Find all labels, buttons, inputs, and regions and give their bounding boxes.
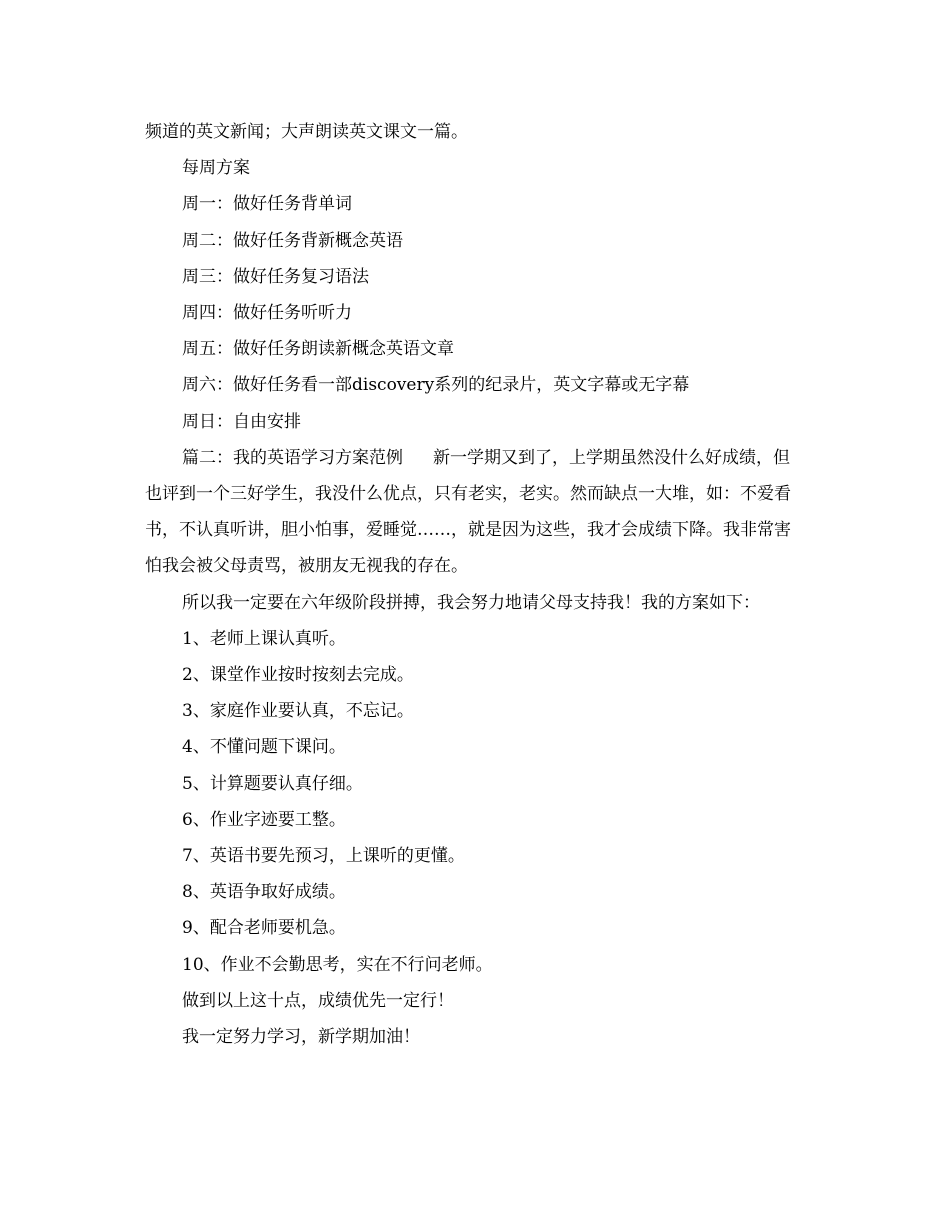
plan-item: 7、英语书要先预习，上课听的更懂。: [182, 846, 465, 867]
closing-line: 我一定努力学习，新学期加油！: [182, 1027, 420, 1048]
plan-item: 6、作业字迹要工整。: [182, 809, 346, 830]
weekly-item: 周二：做好任务背新概念英语: [182, 230, 403, 251]
weekly-item: 周日：自由安排: [182, 411, 301, 432]
plan-item: 2、课堂作业按时按刻去完成。: [182, 665, 414, 686]
weekly-plan-heading: 每周方案: [182, 158, 250, 179]
weekly-item: 周四：做好任务听听力: [182, 303, 352, 324]
closing-line: 做到以上这十点，成绩优先一定行！: [182, 990, 454, 1011]
weekly-item: 周六：做好任务看一部discovery系列的纪录片，英文字幕或无字幕: [182, 375, 690, 396]
plan-item: 5、计算题要认真仔细。: [182, 773, 363, 794]
section-two-paragraph: [145, 440, 805, 585]
plan-intro-paragraph: 所以我一定要在六年级阶段拼搏，我会努力地请父母支持我！我的方案如下：: [182, 592, 760, 613]
intro-tail-paragraph: 频道的英文新闻；大声朗读英文课文一篇。: [145, 122, 468, 142]
plan-item: 8、英语争取好成绩。: [182, 882, 346, 903]
plan-item: 9、配合老师要机急。: [182, 918, 346, 939]
weekly-item: 周一：做好任务背单词: [182, 194, 352, 215]
section-two-body: 新一学期又到了，上学期虽然没什么好成绩，但也评到一个三好学生，我没什么优点，只有老实，老实。然而缺点一大堆，如：不爱看书，不认真听讲，胆小怕事，爱睡觉……，就是因为这些，我才会成绩下降。我非常害怕我会被父母责骂，被朋友无视我的存在。: [145, 447, 791, 577]
weekly-item: 周三：做好任务复习语法: [182, 266, 369, 287]
section-two-title: 篇二：我的英语学习方案范例: [182, 447, 403, 468]
plan-item: 1、老师上课认真听。: [182, 628, 346, 649]
plan-item: 4、不懂问题下课问。: [182, 737, 346, 758]
document-body: [145, 114, 805, 1055]
weekly-item: 周五：做好任务朗读新概念英语文章: [182, 339, 454, 360]
plan-item: 3、家庭作业要认真，不忘记。: [182, 701, 414, 722]
plan-item: 10、作业不会勤思考，实在不行问老师。: [182, 954, 493, 975]
